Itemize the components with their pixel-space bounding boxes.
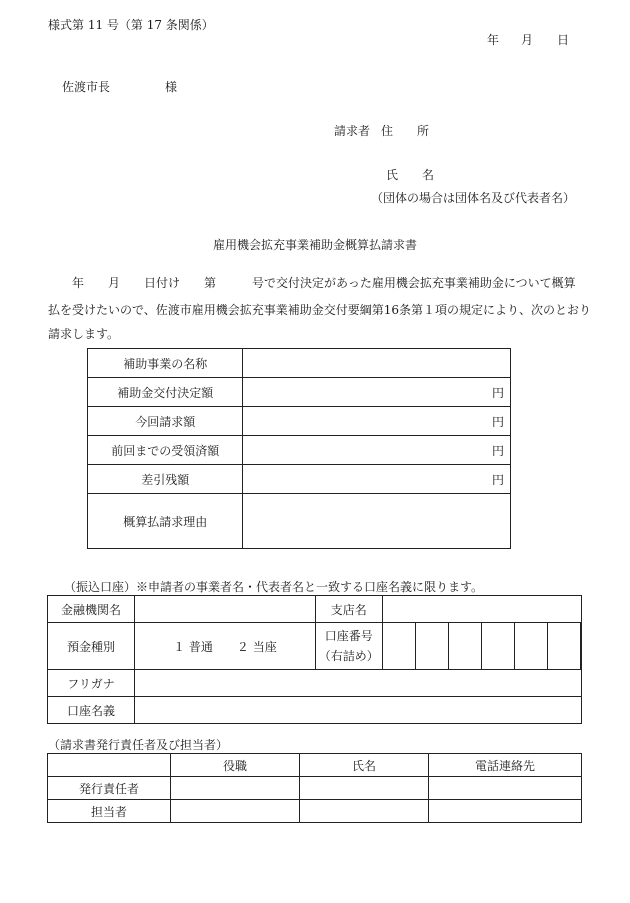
- summary-row: [88, 436, 511, 465]
- account-holder-field[interactable]: [135, 697, 582, 724]
- contacts-header-row: [48, 754, 582, 777]
- bank-row: [48, 623, 582, 670]
- furigana-field[interactable]: [135, 670, 582, 697]
- summary-row: [88, 465, 511, 494]
- staff-position-field[interactable]: [171, 800, 300, 823]
- request-reason-field[interactable]: [243, 494, 511, 549]
- bank-row: [48, 697, 582, 724]
- contacts-row: [48, 777, 582, 800]
- row-label-received-amount: 前回までの受領済額: [88, 436, 243, 465]
- current-request-field[interactable]: 円: [243, 407, 511, 436]
- account-holder-label: 口座名義: [48, 697, 135, 724]
- responsible-position-field[interactable]: [171, 777, 300, 800]
- staff-phone-field[interactable]: [429, 800, 582, 823]
- account-digit-cell[interactable]: [448, 623, 481, 670]
- balance-field[interactable]: 円: [243, 465, 511, 494]
- form-number: 様式第 11 号（第 17 条関係）: [48, 18, 214, 32]
- account-digit-cell[interactable]: [481, 623, 514, 670]
- summary-row: [88, 378, 511, 407]
- contacts-caption: （請求書発行責任者及び担当者）: [48, 738, 229, 752]
- addressee-mayor: 佐渡市長: [62, 80, 111, 94]
- received-amount-field[interactable]: 円: [243, 436, 511, 465]
- date-day-label: 日: [557, 33, 570, 47]
- account-digit-cell[interactable]: [415, 623, 448, 670]
- responsible-person-label: 発行責任者: [48, 777, 171, 800]
- document-title: 雇用機会拡充事業補助金概算払請求書: [212, 238, 417, 252]
- header-position: 役職: [171, 754, 300, 777]
- institution-field[interactable]: [135, 596, 316, 623]
- requester-address-label: 住 所: [381, 124, 430, 138]
- contacts-header-blank: [48, 754, 171, 777]
- date-month-label: 月: [521, 33, 534, 47]
- requester-group-note: （団体の場合は団体名及び代表者名）: [371, 191, 576, 205]
- account-digit-cell[interactable]: [547, 623, 580, 670]
- furigana-label: フリガナ: [48, 670, 135, 697]
- staff-name-field[interactable]: [300, 800, 429, 823]
- bank-row: [48, 596, 582, 623]
- account-digit-cell[interactable]: [514, 623, 547, 670]
- account-number-note: （右詰め）: [318, 649, 379, 663]
- branch-label: 支店名: [315, 596, 382, 623]
- responsible-name-field[interactable]: [300, 777, 429, 800]
- project-name-field[interactable]: [243, 349, 511, 378]
- institution-label: 金融機関名: [48, 596, 135, 623]
- contacts-row: [48, 800, 582, 823]
- responsible-phone-field[interactable]: [429, 777, 582, 800]
- requester-label: 請求者: [334, 124, 371, 138]
- account-digit-cell[interactable]: [580, 623, 581, 670]
- header-phone: 電話連絡先: [429, 754, 582, 777]
- addressee-honorific: 様: [165, 80, 178, 94]
- summary-row: [88, 407, 511, 436]
- row-label-balance: 差引残額: [88, 465, 243, 494]
- deposit-type-options[interactable]: １ 普通 ２ 当座: [135, 623, 316, 670]
- row-label-decided-amount: 補助金交付決定額: [88, 378, 243, 407]
- account-number-label: [315, 623, 382, 670]
- bank-table: [47, 595, 582, 724]
- decided-amount-field[interactable]: 円: [243, 378, 511, 407]
- summary-row: [88, 494, 511, 549]
- body-line-1: 年 月 日付け 第 号で交付決定があった雇用機会拡充事業補助金について概算: [72, 276, 576, 290]
- account-digit-cell[interactable]: [382, 623, 415, 670]
- header-name: 氏名: [300, 754, 429, 777]
- account-number-label-text: 口座番号: [324, 629, 373, 643]
- summary-row: [88, 349, 511, 378]
- contacts-table: [47, 753, 582, 823]
- deposit-type-label: 預金種別: [48, 623, 135, 670]
- row-label-project-name: 補助事業の名称: [88, 349, 243, 378]
- body-line-3: 請求します。: [48, 327, 120, 341]
- body-line-2: 払を受けたいので、佐渡市雇用機会拡充事業補助金交付要綱第16条第１項の規定により、次のとおり: [48, 303, 592, 317]
- requester-name-label: 氏 名: [386, 168, 435, 182]
- row-label-request-reason: 概算払請求理由: [88, 494, 243, 549]
- date-year-label: 年: [487, 33, 500, 47]
- bank-account-caption: （振込口座）※申請者の事業者名・代表者名と一致する口座名義に限ります。: [64, 580, 484, 594]
- bank-row: [48, 670, 582, 697]
- row-label-current-request: 今回請求額: [88, 407, 243, 436]
- branch-field[interactable]: [382, 596, 581, 623]
- summary-table: [87, 348, 511, 549]
- staff-label: 担当者: [48, 800, 171, 823]
